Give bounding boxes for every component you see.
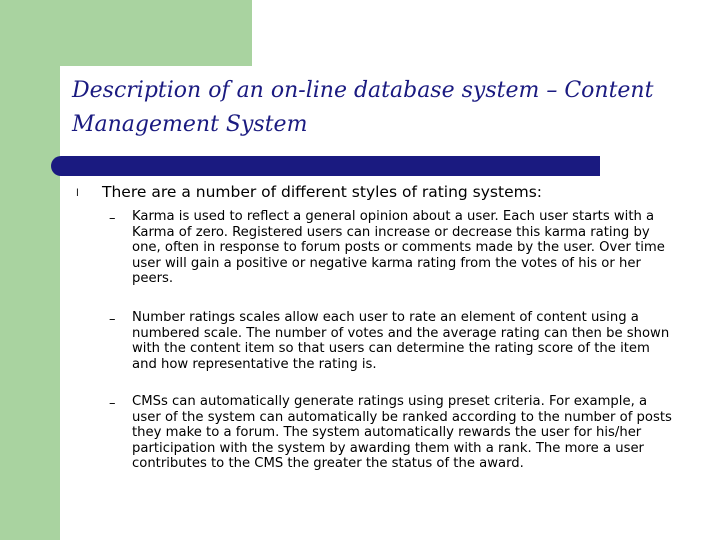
decorative-green-header-block [0, 0, 252, 66]
dash-bullet-icon: – [109, 211, 116, 226]
dash-bullet-icon: – [109, 312, 116, 327]
decorative-green-sidebar [0, 0, 60, 540]
sub-bullet-number-ratings: Number ratings scales allow each user to rate an element of content using a numbered scale. The number of votes and the average rating can then be shown with the content item so that users can determine the rating score of the item and how representative the rating is. [132, 310, 670, 372]
sub-bullet-karma: Karma is used to reflect a general opinion about a user. Each user starts with a Karma of zero. Registered users can increase or decrease this karma rating by one, often in response to forum posts or comments made by the user. Over time user will gain a positive or negative karma rating from the votes of his or her peers. [132, 209, 665, 286]
dash-bullet-icon: – [109, 396, 116, 411]
bullet-icon: l [76, 188, 79, 199]
title-underline-bar [61, 156, 600, 176]
sub-bullet-automatic-ratings: CMSs can automatically generate ratings using preset criteria. For example, a user of the system can automatically be ranked according to the number of posts they make to a forum. The system automatically rewards the user for his/her participation with the system by awarding them with a rank. The more a user contributes to the CMS the greater the status of the award. [132, 394, 672, 471]
slide-title: Description of an on-line database system – Content Management System [72, 78, 654, 137]
main-bullet-text: There are a number of different styles of rating systems: [102, 183, 543, 201]
